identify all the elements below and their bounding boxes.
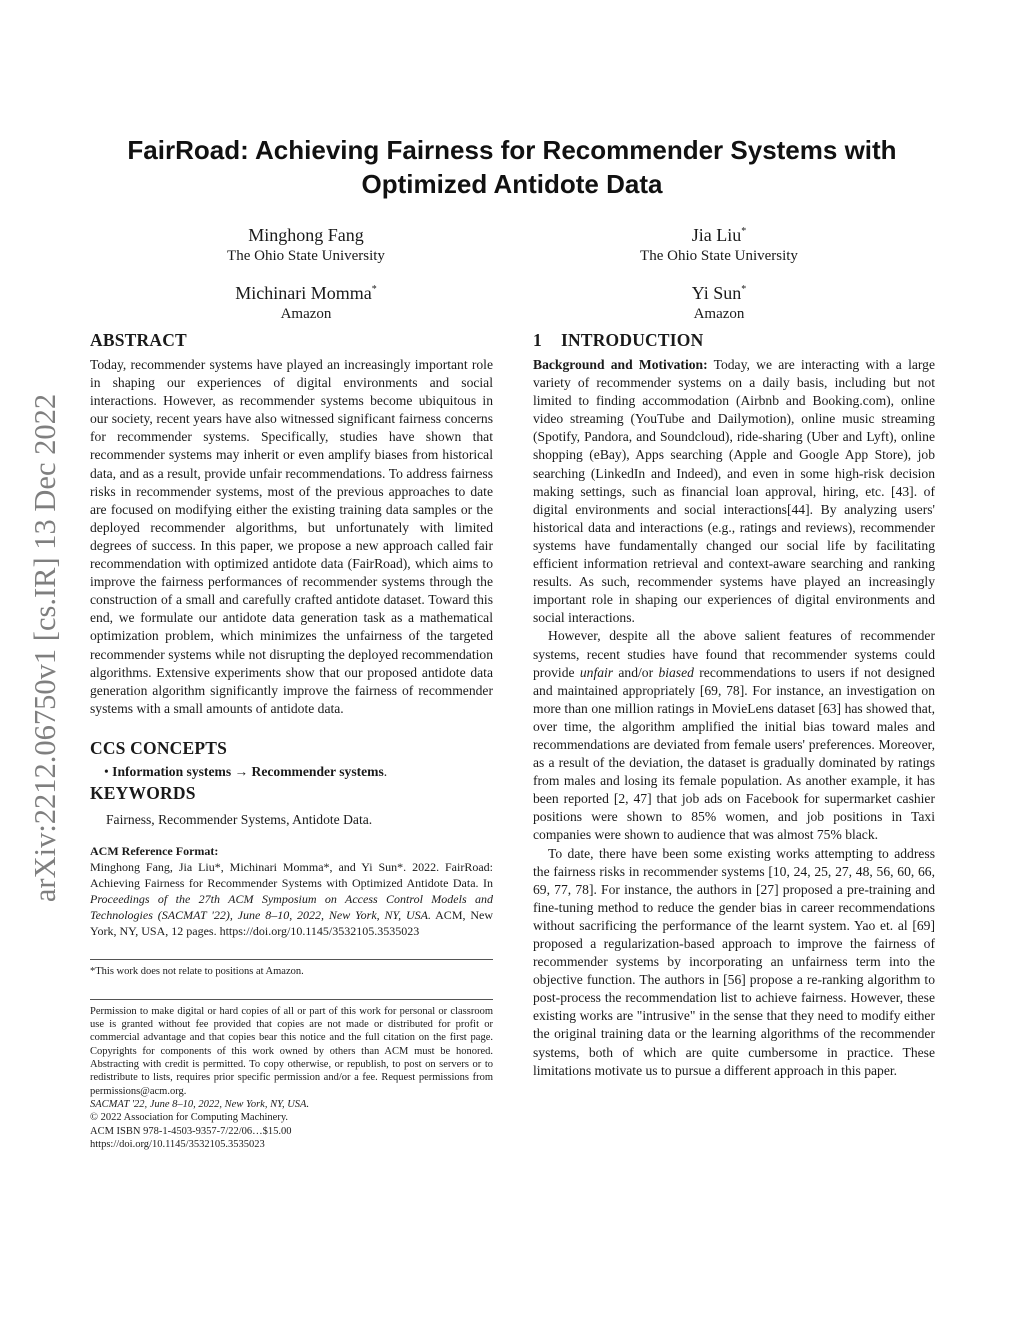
author-mark: * xyxy=(741,284,747,295)
section-number: 1 xyxy=(533,330,542,350)
author-name: Michinari Momma xyxy=(235,283,372,303)
footnote-rule xyxy=(90,959,493,960)
ccs-heading: CCS CONCEPTS xyxy=(90,737,228,758)
ccs-subconcept-name: Recommender systems xyxy=(251,763,384,779)
author-affiliation: The Ohio State University xyxy=(640,248,798,264)
ccs-arrow: → xyxy=(234,763,249,779)
intro-paragraph: To date, there have been some existing works attempting to address the fairness risks in recommender systems [10, 24, 25, 27, 48, 56, 60, 66, 69, 77, 78]. For instance, the authors in [27] proposed a pre-training and fine-tuning method to reduce the gender bias in career recommendations without sacrificing the performance of the learnt system. Yao et. al [69] proposed a regularization-based approach to improve the fairness of recommender systems by incorporating an unfairness term into the objective function. The authors in [56] propose a re-ranking algorithm to post-process the recommendation list to achieve fairness. However, these existing works are "intrusive" in the sense that they need to modify either the original training data or the learning algorithms of the recommender systems, both of which are quite cumbersome in practice. These limitations motivate us to pursue a different approach in this paper. xyxy=(533,845,935,1078)
permission-notice: Permission to make digital or hard copies of all or part of this work for personal or classroom use is granted without fee provided that copies are not made or distributed for profit or commercial advantage and that copies bear this notice and the full citation on the first page. Copyrights for components of this work owned by others than ACM must be honored. Abstracting with credit is permitted. To copy otherwise, or republish, to post on servers or to redistribute to lists, requires prior specific permission and/or a fee. Request permissions from permissions@acm.org. xyxy=(90,1005,493,1097)
ccs-bullet: • xyxy=(104,763,109,779)
title-line: Optimized Antidote Data xyxy=(361,169,663,199)
paragraph-lead: Background and Motivation: xyxy=(533,357,708,372)
ccs-concept-name: Information systems xyxy=(112,763,232,779)
acm-reference-heading: ACM Reference Format: xyxy=(90,843,219,858)
venue-line xyxy=(90,1098,493,1111)
doi-line[interactable]: https://doi.org/10.1145/3532105.3535023 xyxy=(90,1138,265,1150)
left-column xyxy=(90,328,493,1151)
author-block xyxy=(156,279,456,324)
paragraph-text: recommendations to users if not designed and maintained appropriately [69, 78]. For instance, an investigation on more than one million ratings in MovieLens dataset [63] has showed that, over time, the algorithm amplified the initial bias toward males and recommendations are deviated from female users' preferences. Moreover, as a result of the deviation, the dataset is gradually dominated by ratings from males and losing its female population. As another example, it has been reported [2, 47] that job ads on Facebook for supermarket cashier positions were shown to 85% women, and job positions in Taxi companies were shown to audience that was almost 75% black. xyxy=(533,664,935,843)
section-title: INTRODUCTION xyxy=(561,330,704,350)
author-name: Minghong Fang xyxy=(248,225,364,245)
abstract-heading: ABSTRACT xyxy=(90,330,187,350)
paragraph-text: However, despite all the above salient features of recommender systems, recent studies have found that recommender systems could provide xyxy=(533,628,935,680)
author-name: Yi Sun xyxy=(691,283,742,303)
permission-rule xyxy=(90,999,493,1000)
copyright-line: © 2022 Association for Computing Machinery. xyxy=(90,1112,289,1124)
intro-paragraph xyxy=(533,356,935,627)
ccs-concept xyxy=(104,763,493,781)
venue-text: SACMAT '22, June 8–10, 2022, New York, NY, USA. xyxy=(90,1098,310,1110)
acm-reference-authors: Minghong Fang, Jia Liu*, Michinari Momma*, and Yi Sun*. 2022. FairRoad: Achieving Fairness for Recommender Systems with Optimized Antidote Data. In xyxy=(90,859,493,890)
author-name: Jia Liu xyxy=(691,225,742,245)
author-affiliation: The Ohio State University xyxy=(227,248,385,264)
isbn-line: ACM ISBN 978-1-4503-9357-7/22/06…$15.00 xyxy=(90,1125,292,1137)
footnote: *This work does not relate to positions at Amazon. xyxy=(90,965,304,977)
author-block xyxy=(156,221,456,266)
arxiv-identifier: arXiv:2212.06750v1 [cs.IR] 13 Dec 2022 xyxy=(28,393,62,903)
author-affiliation: Amazon xyxy=(693,306,745,322)
author-block xyxy=(569,279,869,324)
acm-reference-proceedings: Proceedings of the 27th ACM Symposium on Access Control Models and Technologies (SACMAT '22), June 8–10, 2022, New York, NY, USA. xyxy=(90,891,493,922)
paragraph-text: Today, we are interacting with a large variety of recommender systems on a daily basis, including but not limited to finding accommodation (Airbnb and Booking.com), online video streaming (YouTube and Dailymotion), online music streaming (Spotify, Pandora, and Soundcloud), ride-sharing (Uber and Lyft), online shopping (eBay), Apps searching (Apple and Google App Store), job searching (LinkedIn and Indeed), and even in some high-risk decision making settings, such as financial loan approval, hiring, etc. [43]. of digital environments and social interactions[44]. By analyzing users' historical data and interactions (e.g., ratings and reviews), recommender systems have fundamentally changed our social life by facilitating efficient information retrieval and context-aware searching and ranking results. As such, recommender systems have played an increasingly important role in shaping our experiences of digital environments and social interactions. xyxy=(533,357,935,626)
ccs-period: . xyxy=(383,763,388,779)
title-line: FairRoad: Achieving Fairness for Recommender Systems with xyxy=(127,135,897,165)
author-block xyxy=(569,221,869,266)
paragraph-text: and/or xyxy=(613,664,659,680)
author-affiliation: Amazon xyxy=(280,306,332,322)
emphasis-unfair: unfair xyxy=(579,664,614,680)
abstract-text: Today, recommender systems have played an increasingly important role in shaping our experiences of digital environments and social interactions. However, as recommender systems become ubiquitous in our society, recent years have also witnessed significant fairness concerns for recommender systems. Specifically, studies have shown that recommender systems may inherit or even amplify biases from historical data, and as a result, provide unfair recommendations. To address fairness risks in recommender systems, most of the previous approaches to date are focused on modifying either the existing training data samples or the deployed recommender algorithms, but unfortunately with limited degrees of success. In this paper, we propose a new approach called fair recommendation with optimized antidote data (FairRoad), which aims to improve the fairness performances of recommender systems through the construction of a small and carefully crafted antidote dataset. Toward this end, we formulate our antidote data generation task as a mathematical optimization problem, which minimizes the unfairness of the targeted recommender systems while not disrupting the deployed recommendation algorithms. Extensive experiments show that our proposed antidote data generation algorithm significantly improve the fairness of recommender systems with a small amounts of antidote data. xyxy=(90,357,493,716)
intro-paragraph xyxy=(533,627,935,844)
author-mark: * xyxy=(371,284,377,295)
paper-title xyxy=(100,133,924,201)
author-mark: * xyxy=(741,226,747,237)
acm-reference-publisher: ACM, New York, NY, USA, 12 pages. https://doi.org/10.1145/3532105.3535023 xyxy=(90,907,493,938)
keywords-heading: KEYWORDS xyxy=(90,782,196,803)
intro-heading xyxy=(533,328,935,352)
emphasis-biased: biased xyxy=(658,664,694,680)
acm-reference-text xyxy=(90,859,493,939)
right-column xyxy=(533,328,935,1080)
keywords-text: Fairness, Recommender Systems, Antidote Data. xyxy=(106,811,373,827)
